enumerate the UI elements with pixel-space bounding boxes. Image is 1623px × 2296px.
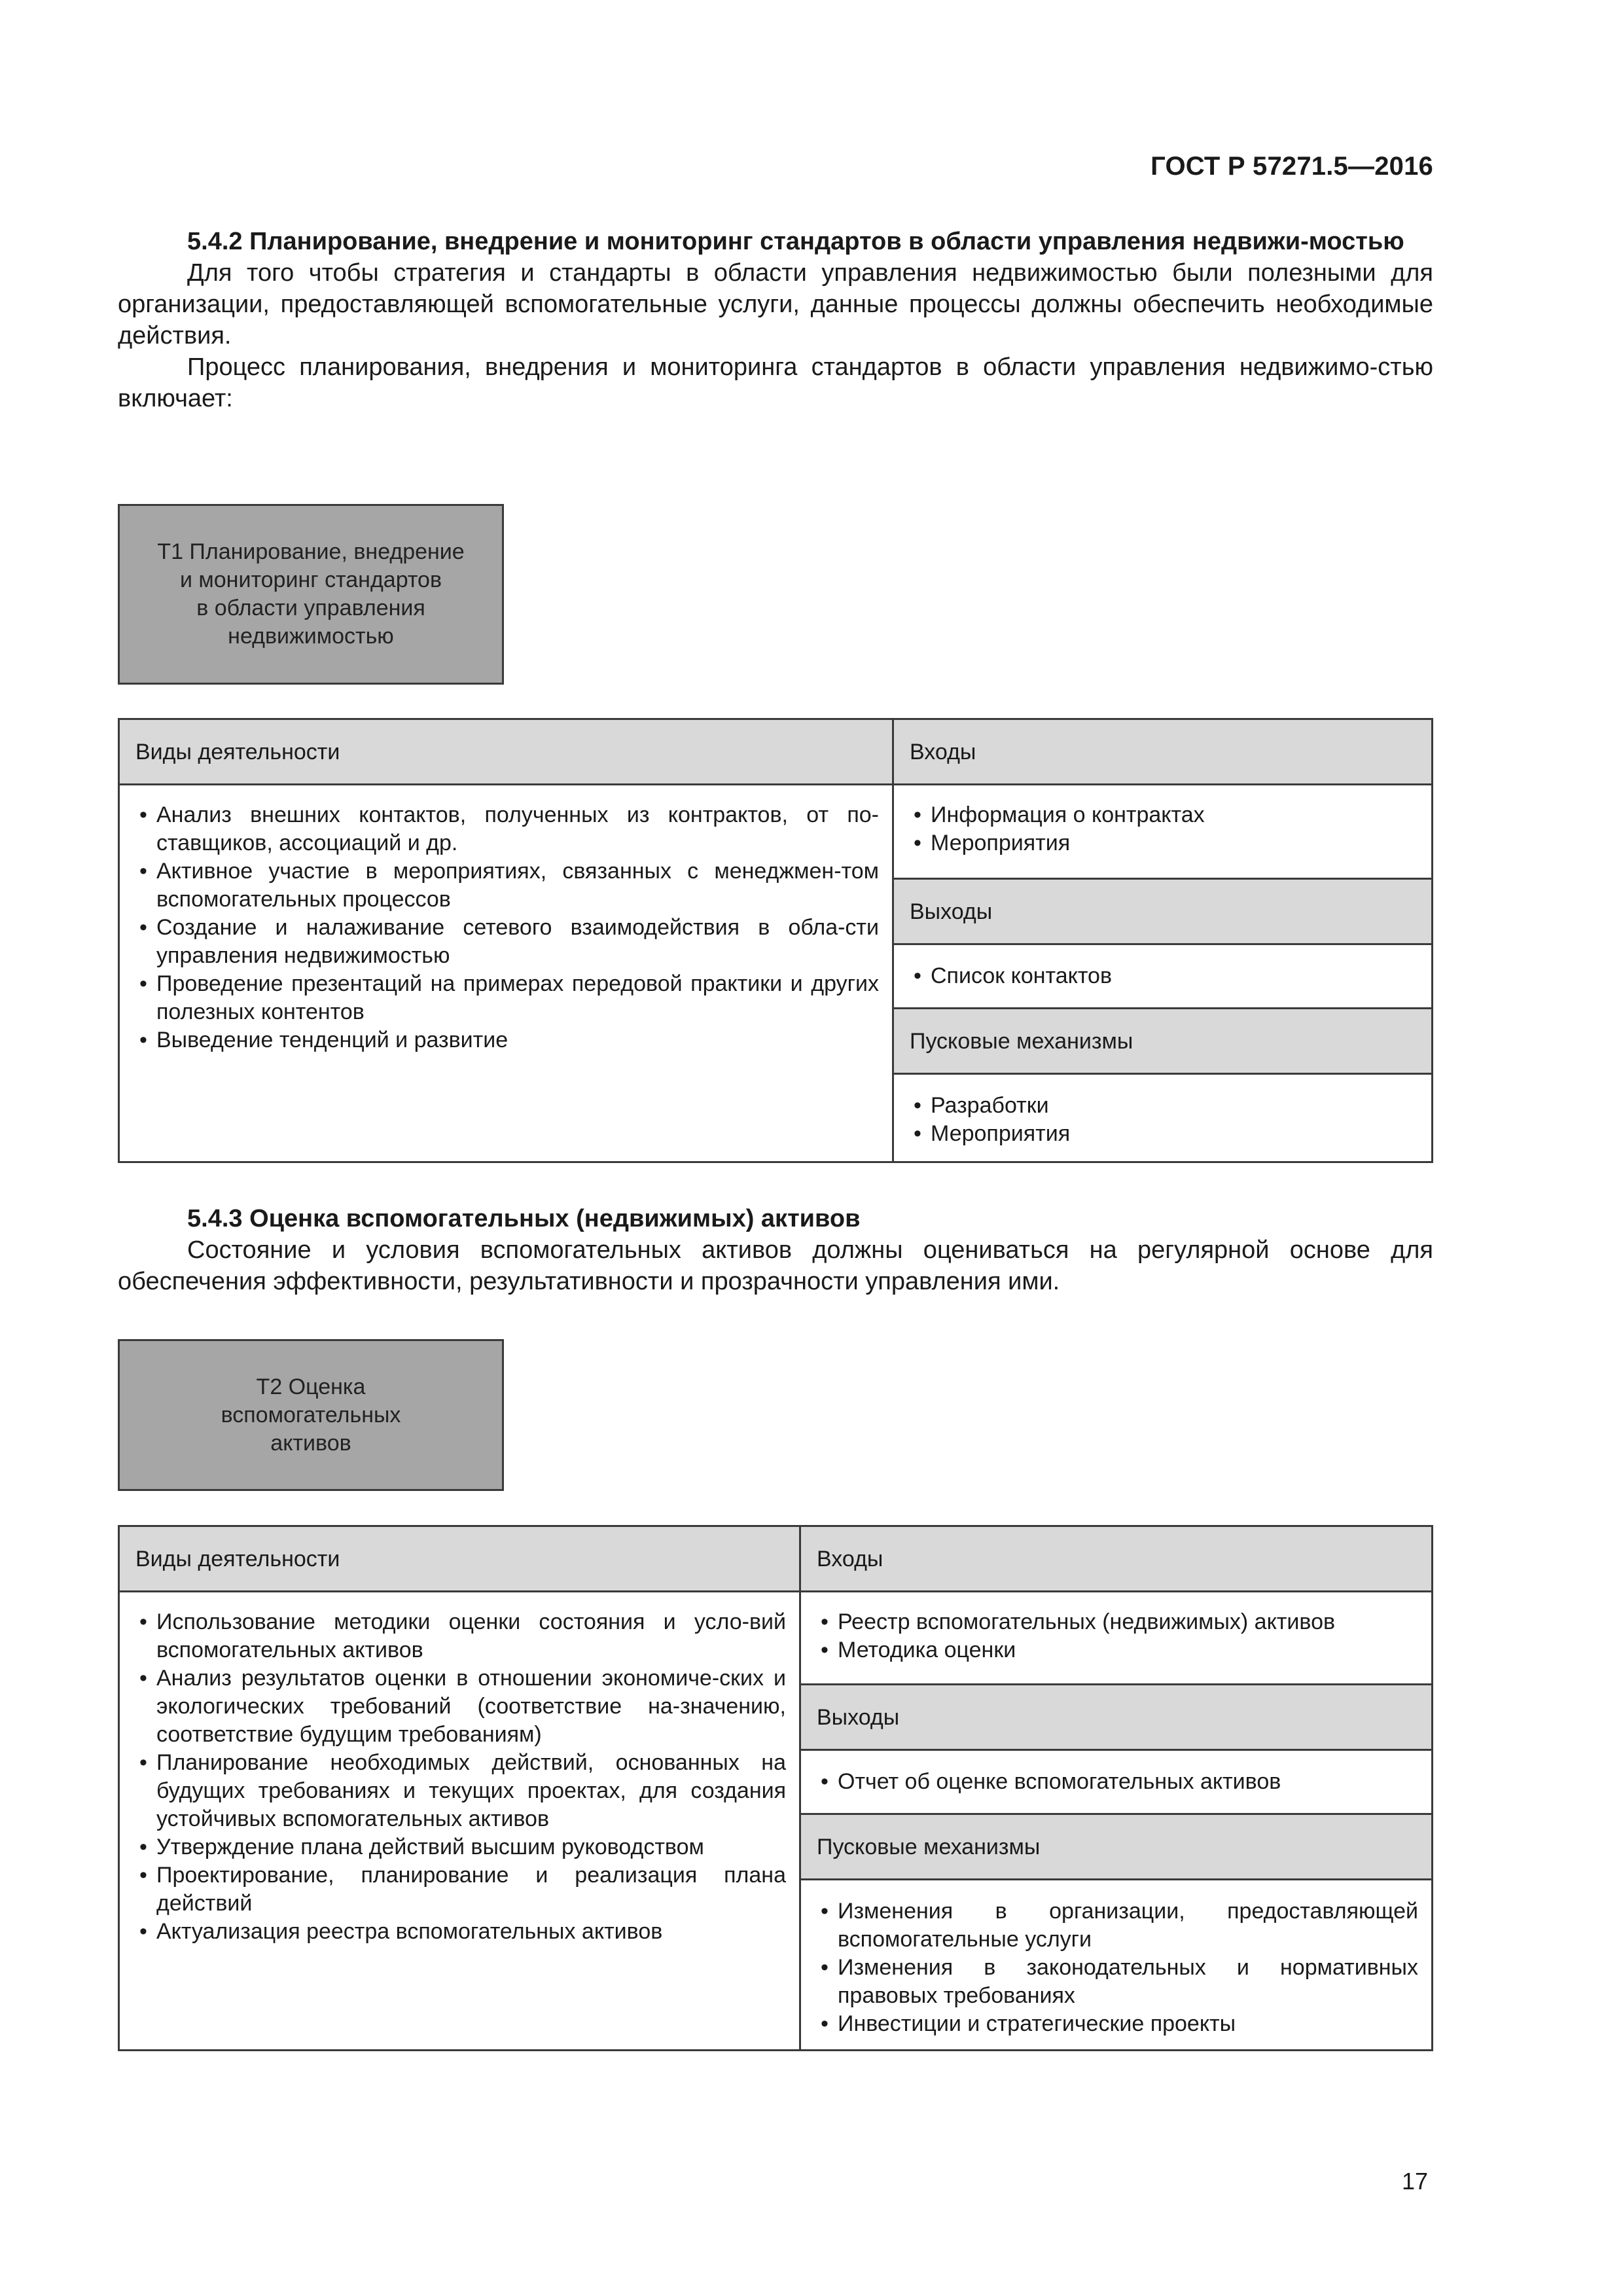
inputs-cell bbox=[894, 785, 1431, 880]
list-item: • Проектирование, планирование и реализация плана действий bbox=[120, 1861, 786, 1918]
triggers-header: Пусковые механизмы bbox=[801, 1815, 1431, 1880]
process-box-t1 bbox=[118, 504, 504, 685]
list-item: • Отчет об оценке вспомогательных активов bbox=[801, 1768, 1418, 1796]
list-item: • Разработки bbox=[894, 1092, 1418, 1120]
section-title: 5.4.2 Планирование, внедрение и мониторинг стандартов в области управления недвижи-мостью bbox=[187, 228, 1404, 255]
process-box-line: вспомогательных bbox=[221, 1402, 401, 1427]
section-5-4-3 bbox=[118, 1203, 1433, 1297]
process-box-line: в области управления bbox=[196, 596, 425, 620]
document-code: ГОСТ Р 57271.5—2016 bbox=[1150, 152, 1433, 181]
process-box-line: активов bbox=[270, 1430, 351, 1456]
list-item: • Выведение тенденций и развитие bbox=[120, 1026, 879, 1054]
list-item: • Список контактов bbox=[894, 962, 1418, 990]
outputs-cell bbox=[894, 945, 1431, 1009]
list-item: • Методика оценки bbox=[801, 1636, 1418, 1664]
paragraph: Для того чтобы стратегия и стандарты в области управления недвижимостью были полезными для организации, предоставляющей вспомогательные услуги, данные процессы должны обеспечить необходимые действия. bbox=[118, 259, 1433, 350]
process-box-line: Т1 Планирование, внедрение bbox=[157, 539, 465, 564]
list-item: • Изменения в законодательных и нормативных правовых требованиях bbox=[801, 1954, 1418, 2010]
outputs-list bbox=[894, 962, 1418, 990]
paragraph: Процесс планирования, внедрения и мониторинга стандартов в области управления недвижимо-стью включает: bbox=[118, 353, 1433, 412]
list-item: • Использование методики оценки состояния и усло-вий вспомогательных активов bbox=[120, 1608, 786, 1664]
list-item: • Мероприятия bbox=[894, 1120, 1418, 1148]
inputs-header: Входы bbox=[801, 1527, 1431, 1592]
list-item: • Активное участие в мероприятиях, связанных с менеджмен-том вспомогательных процессов bbox=[120, 857, 879, 914]
process-box-t2 bbox=[118, 1339, 504, 1491]
inputs-list bbox=[801, 1608, 1418, 1664]
activities-cell bbox=[120, 1592, 801, 2049]
list-item: • Мероприятия bbox=[894, 829, 1418, 857]
list-item: • Инвестиции и стратегические проекты bbox=[801, 2010, 1418, 2038]
outputs-list bbox=[801, 1768, 1418, 1796]
activities-list bbox=[120, 801, 879, 1054]
inputs-list bbox=[894, 801, 1418, 857]
process-table-t1 bbox=[118, 718, 1433, 1163]
section-5-4-2 bbox=[118, 226, 1433, 414]
list-item: • Изменения в организации, предоставляющей вспомогательные услуги bbox=[801, 1897, 1418, 1954]
outputs-cell bbox=[801, 1751, 1431, 1815]
activities-list bbox=[120, 1608, 786, 1946]
activities-header: Виды деятельности bbox=[120, 720, 894, 785]
list-item: • Актуализация реестра вспомогательных активов bbox=[120, 1918, 786, 1946]
triggers-list bbox=[801, 1897, 1418, 2038]
triggers-cell bbox=[801, 1880, 1431, 2049]
list-item: • Утверждение плана действий высшим руководством bbox=[120, 1833, 786, 1861]
activities-cell bbox=[120, 785, 894, 1161]
triggers-cell bbox=[894, 1075, 1431, 1161]
process-box-line: и мониторинг стандартов bbox=[179, 567, 442, 592]
paragraph: Состояние и условия вспомогательных активов должны оцениваться на регулярной основе для обеспечения эффективности, результативности и прозрачности управления ими. bbox=[118, 1236, 1433, 1295]
outputs-header: Выходы bbox=[801, 1685, 1431, 1751]
list-item: • Анализ результатов оценки в отношении экономиче-ских и экологических требований (соответствие на-значению, соответствие будущим требованиям) bbox=[120, 1664, 786, 1749]
list-item: • Реестр вспомогательных (недвижимых) активов bbox=[801, 1608, 1418, 1636]
process-table-t2 bbox=[118, 1525, 1433, 2051]
outputs-header: Выходы bbox=[894, 880, 1431, 945]
triggers-header: Пусковые механизмы bbox=[894, 1009, 1431, 1075]
inputs-cell bbox=[801, 1592, 1431, 1685]
process-box-line: недвижимостью bbox=[228, 624, 394, 649]
list-item: • Информация о контрактах bbox=[894, 801, 1418, 829]
process-box-line: Т2 Оценка bbox=[256, 1374, 366, 1399]
activities-header: Виды деятельности bbox=[120, 1527, 801, 1592]
triggers-list bbox=[894, 1092, 1418, 1148]
list-item: • Создание и налаживание сетевого взаимодействия в обла-сти управления недвижимостью bbox=[120, 914, 879, 970]
section-title: 5.4.3 Оценка вспомогательных (недвижимых) активов bbox=[187, 1205, 861, 1232]
list-item: • Проведение презентаций на примерах передовой практики и других полезных контентов bbox=[120, 970, 879, 1026]
list-item: • Анализ внешних контактов, полученных из контрактов, от по-ставщиков, ассоциаций и др. bbox=[120, 801, 879, 857]
inputs-header: Входы bbox=[894, 720, 1431, 785]
list-item: • Планирование необходимых действий, основанных на будущих требованиях и текущих проектах, для создания устойчивых вспомогательных активов bbox=[120, 1749, 786, 1833]
page-number: 17 bbox=[1402, 2168, 1429, 2195]
